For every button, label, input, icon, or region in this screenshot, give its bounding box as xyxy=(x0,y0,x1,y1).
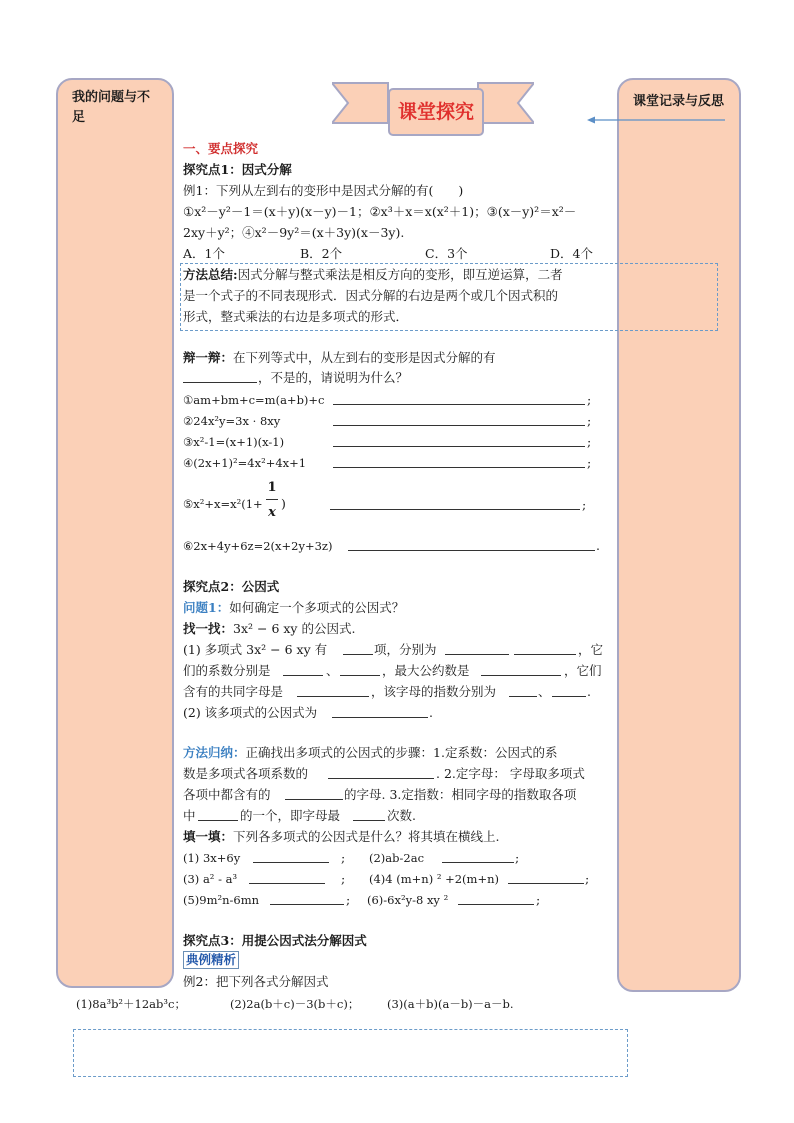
answer-line-4[interactable] xyxy=(333,467,585,468)
my-questions-label: 我的问题与不足 xyxy=(72,90,151,125)
method-line4-b: 的一个，即字母最 xyxy=(240,808,341,823)
semicolon: ; xyxy=(585,871,590,886)
blank-gcd[interactable] xyxy=(481,675,561,676)
blank-coef-rule[interactable] xyxy=(328,778,434,779)
debate-item-5: ⑤x²+x=x²(1+ xyxy=(183,497,263,511)
fill-answer-4[interactable] xyxy=(508,883,584,884)
find-label: 找一找： xyxy=(183,621,234,636)
method-line4-a: 中 xyxy=(183,808,196,823)
left-arrow-icon xyxy=(587,116,727,124)
fill-answer-2[interactable] xyxy=(442,862,514,863)
s2-line2-b: 、 xyxy=(326,663,339,678)
blank-coef-2[interactable] xyxy=(340,675,380,676)
debate-item-3: ③x²-1=(x+1)(x-1) xyxy=(183,435,285,449)
fraction-bar xyxy=(266,499,278,500)
s2-line1-a: (1) 多项式 3x² − 6 xy 有 xyxy=(183,642,328,657)
debate-item-1: ①am+bm+c=m(a+b)+c xyxy=(183,393,325,407)
blank-terms-count[interactable] xyxy=(343,654,373,655)
fill-item-1: (1) 3x+6y xyxy=(183,851,241,865)
typical-examples-label: 典例精析 xyxy=(183,951,239,969)
find-line: 找一找：3x² − 6 xy 的公因式. xyxy=(183,621,356,636)
debate-line2: ，不是的，请说明为什么？ xyxy=(258,370,409,385)
s2-line3-d: . xyxy=(587,684,591,699)
semicolon: ; xyxy=(582,497,587,512)
method-induction-label: 方法归纳： xyxy=(183,745,246,760)
blank-common-letter[interactable] xyxy=(297,696,369,697)
method-line2-a: 数是多项式各项系数的 xyxy=(183,766,309,781)
s2-line3-c: 、 xyxy=(538,684,551,699)
example1-line1: ①x²－y²－1＝(x＋y)(x－y)－1；②x³＋x＝x(x²＋1)；③(x－y)²＝x²－ xyxy=(183,204,577,219)
blank-exponent-rule[interactable] xyxy=(198,820,238,821)
semicolon: ; xyxy=(536,892,541,907)
blank-terms[interactable] xyxy=(445,654,509,655)
option-a: A．1个 xyxy=(183,246,225,261)
debate-item-5-suffix: ) xyxy=(281,496,286,511)
method-summary-line3: 形式，整式乘法的右边是多项式的形式． xyxy=(183,309,409,324)
s2-line4-b: . xyxy=(429,705,433,720)
blank-degree[interactable] xyxy=(353,820,385,821)
method-line3-b: 的字母. 3.定指数：相同字母的指数取各项 xyxy=(344,787,577,802)
fill-answer-3[interactable] xyxy=(249,883,325,884)
debate-item-4: ④(2x+1)²=4x²+4x+1 xyxy=(183,456,307,470)
debate-label: 辩一辩： xyxy=(183,350,234,365)
question1-label: 问题1： xyxy=(183,600,230,615)
example2-part3: (3)(a＋b)(a－b)－a－b. xyxy=(387,997,514,1011)
s2-line1-b: 项，分别为 xyxy=(374,642,437,657)
point2-title: 探究点2：公因式 xyxy=(183,579,280,594)
answer-line-3[interactable] xyxy=(333,446,585,447)
fill-answer-5[interactable] xyxy=(270,904,344,905)
blank-common-factor[interactable] xyxy=(332,717,428,718)
fill-answer-1[interactable] xyxy=(253,862,329,863)
blank-letter-rule[interactable] xyxy=(285,799,343,800)
banner-title: 课堂探究 xyxy=(388,88,484,136)
blank-exponent-1[interactable] xyxy=(509,696,537,697)
method-summary-line2: 是一个式子的不同表现形式．因式分解的右边是两个或几个因式积的 xyxy=(183,288,559,303)
fraction-numerator: 1 xyxy=(267,480,277,495)
option-c: C．3个 xyxy=(425,246,468,261)
semicolon: ; xyxy=(587,434,592,449)
question1: 问题1：如何确定一个多项式的公因式？ xyxy=(183,600,405,615)
fill-answer-6[interactable] xyxy=(458,904,534,905)
debate-answer-line xyxy=(183,382,257,383)
debate-line1: 辩一辩：在下列等式中，从左到右的变形是因式分解的有 xyxy=(183,350,496,365)
method-line4-c: 次数. xyxy=(387,808,416,823)
s2-line3-b: ，该字母的指数分别为 xyxy=(371,684,497,699)
fill-line: 填一填：下列各多项式的公因式是什么？将其填在横线上. xyxy=(183,829,500,844)
debate-item-6: ⑥2x+4y+6z=2(x+2y+3z) xyxy=(183,539,333,553)
section-heading: 一、要点探究 xyxy=(183,141,259,156)
s2-line2-a: 们的系数分别是 xyxy=(183,663,271,678)
semicolon: ; xyxy=(346,892,351,907)
option-d: D．4个 xyxy=(550,246,593,261)
example2-title: 例2：把下列各式分解因式 xyxy=(183,974,329,989)
s2-line4-a: (2) 该多项式的公因式为 xyxy=(183,705,318,720)
s2-line2-c: ，最大公约数是 xyxy=(382,663,470,678)
example1-line2: 2xy＋y²；④x²－9y²＝(x＋3y)(x－3y). xyxy=(183,225,405,240)
example1-question: 例1：下列从左到右的变形中是因式分解的有( ) xyxy=(183,183,464,198)
blank-terms-2[interactable] xyxy=(514,654,576,655)
example2-part1: (1)8a³b²＋12ab³c； xyxy=(76,997,186,1011)
fraction-denominator: x xyxy=(268,505,276,520)
fill-item-5: (5)9m²n-6mn xyxy=(183,893,260,907)
example2-part2: (2)2a(b＋c)－3(b＋c)； xyxy=(230,997,360,1011)
s2-line1-c: ，它 xyxy=(578,642,604,657)
my-questions-panel xyxy=(56,78,174,988)
s2-line3-a: 含有的共同字母是 xyxy=(183,684,284,699)
answer-line-1[interactable] xyxy=(333,404,585,405)
answer-line-6[interactable] xyxy=(348,550,595,551)
fill-item-6: (6)-6x²y-8 xy ² xyxy=(367,893,449,907)
semicolon: ; xyxy=(587,392,592,407)
semicolon: ; xyxy=(587,413,592,428)
answer-area-box[interactable] xyxy=(73,1029,628,1077)
option-b: B．2个 xyxy=(300,246,343,261)
fill-item-2: (2)ab-2ac xyxy=(369,851,425,865)
class-notes-label: 课堂记录与反思 xyxy=(633,94,725,109)
class-notes-panel xyxy=(617,78,741,992)
fill-item-3: (3) a² - a³ xyxy=(183,872,238,886)
semicolon: ; xyxy=(341,850,346,865)
blank-coef-1[interactable] xyxy=(283,675,323,676)
answer-line-5[interactable] xyxy=(330,509,580,510)
method-line2-b: . 2.定字母： 字母取多项式 xyxy=(436,766,585,781)
debate-item-2: ②24x²y=3x · 8xy xyxy=(183,414,281,428)
method-summary-label: 方法总结: xyxy=(183,267,238,282)
answer-line-2[interactable] xyxy=(333,425,585,426)
fill-item-4: (4)4 (m+n) ² +2(m+n) xyxy=(369,872,499,886)
blank-exponent-2[interactable] xyxy=(552,696,586,697)
method-line1: 方法归纳：正确找出多项式的公因式的步骤：1.定系数：公因式的系 xyxy=(183,745,558,760)
method-line3-a: 各项中都含有的 xyxy=(183,787,271,802)
method-summary-line1: 方法总结:因式分解与整式乘法是相反方向的变形，即互逆运算，二者 xyxy=(183,267,563,282)
point3-title: 探究点3：用提公因式法分解因式 xyxy=(183,933,367,948)
semicolon: ; xyxy=(587,455,592,470)
period: . xyxy=(596,538,600,553)
semicolon: ; xyxy=(341,871,346,886)
point1-title: 探究点1：因式分解 xyxy=(183,162,292,177)
s2-line2-d: ，它们 xyxy=(564,663,602,678)
semicolon: ; xyxy=(515,850,520,865)
fill-label: 填一填： xyxy=(183,829,234,844)
